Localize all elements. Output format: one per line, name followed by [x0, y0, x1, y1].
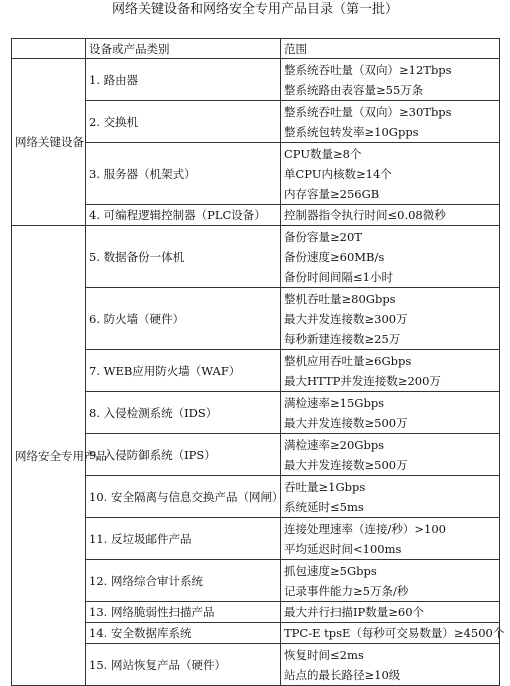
- scope-line: 系统延时≤5ms: [284, 499, 364, 514]
- scope-line: 整系统包转发率≥10Gpps: [284, 124, 419, 139]
- table-row: [12, 288, 500, 350]
- item-scope: [281, 392, 500, 434]
- table-row: [12, 350, 500, 392]
- scope-line: 整机应用吞吐量≥6Gbps: [284, 353, 412, 368]
- scope-line: 满检速率≥20Gbps: [284, 437, 385, 452]
- item-name: 3. 服务器（机架式）: [86, 143, 281, 205]
- scope-line: 整系统吞吐量（双向）≥30Tbps: [284, 104, 452, 119]
- scope-line: 内存容量≥256GB: [284, 186, 380, 201]
- item-scope: [281, 350, 500, 392]
- item-scope: [281, 59, 500, 101]
- scope-line: 备份容量≥20T: [284, 229, 362, 244]
- item-scope: [281, 644, 500, 686]
- item-scope: [281, 602, 500, 623]
- table-row: [12, 602, 500, 623]
- scope-line: 整系统路由表容量≥55万条: [284, 82, 424, 97]
- item-name: 2. 交换机: [86, 101, 281, 143]
- table-row: [12, 476, 500, 518]
- scope-line: 最大HTTP并发连接数≥200万: [284, 373, 441, 388]
- table-row: [12, 59, 500, 101]
- item-scope: [281, 434, 500, 476]
- table-row: [12, 623, 500, 644]
- item-scope: [281, 205, 500, 226]
- scope-line: 记录事件能力≥5万条/秒: [284, 583, 409, 598]
- group-security-products: 网络安全专用产品: [12, 226, 86, 686]
- scope-line: 最大并发连接数≥500万: [284, 415, 408, 430]
- scope-line: 最大并行扫描IP数量≥60个: [284, 605, 425, 619]
- header-category: 设备或产品类别: [86, 39, 281, 59]
- page-title: 网络关键设备和网络安全专用产品目录（第一批）: [111, 2, 398, 17]
- item-name: 6. 防火墙（硬件）: [86, 288, 281, 350]
- scope-line: 控制器指令执行时间≤0.08微秒: [284, 208, 446, 222]
- table-row: [12, 205, 500, 226]
- item-scope: [281, 623, 505, 644]
- item-name: 9. 入侵防御系统（IPS）: [86, 434, 281, 476]
- item-name: 12. 网络综合审计系统: [86, 560, 281, 602]
- item-scope: [281, 288, 500, 350]
- item-name: 13. 网络脆弱性扫描产品: [86, 602, 281, 623]
- item-scope: [281, 143, 500, 205]
- scope-line: 最大并发连接数≥300万: [284, 311, 408, 326]
- scope-line: 平均延迟时间<100ms: [284, 541, 402, 556]
- header-row: [12, 39, 500, 59]
- scope-line: 单CPU内核数≥14个: [284, 166, 392, 181]
- header-blank-cell: [12, 39, 86, 59]
- item-name: 8. 入侵检测系统（IDS）: [86, 392, 281, 434]
- scope-line: 抓包速度≥5Gbps: [284, 563, 377, 578]
- item-name: 14. 安全数据库系统: [86, 623, 281, 644]
- item-scope: [281, 476, 500, 518]
- item-name: 1. 路由器: [86, 59, 281, 101]
- table-row: [12, 101, 500, 143]
- scope-line: CPU数量≥8个: [284, 146, 362, 161]
- scope-line: 整机吞吐量≥80Gbps: [284, 291, 396, 306]
- scope-line: 吞吐量≥1Gbps: [284, 479, 366, 494]
- scope-line: 满检速率≥15Gbps: [284, 395, 385, 410]
- table-row: [12, 392, 500, 434]
- item-name: 4. 可编程逻辑控制器（PLC设备）: [86, 205, 281, 226]
- item-scope: [281, 518, 500, 560]
- table-row: [12, 518, 500, 560]
- item-name: 5. 数据备份一体机: [86, 226, 281, 288]
- scope-line: 恢复时间≤2ms: [284, 647, 364, 662]
- scope-line: TPC-E tpsE（每秒可交易数量）≥4500个: [284, 626, 505, 640]
- item-scope: [281, 101, 500, 143]
- scope-line: 站点的最长路径≥10级: [284, 667, 401, 682]
- scope-line: 整系统吞吐量（双向）≥12Tbps: [284, 62, 452, 77]
- item-name: 10. 安全隔离与信息交换产品（网闸）: [86, 476, 281, 518]
- item-scope: [281, 226, 500, 288]
- item-name: 15. 网站恢复产品（硬件）: [86, 644, 281, 686]
- table-row: [12, 644, 500, 686]
- item-name: 7. WEB应用防火墙（WAF）: [86, 350, 281, 392]
- scope-line: 备份时间间隔≤1小时: [284, 269, 393, 284]
- table-row: [12, 560, 500, 602]
- table-row: [12, 226, 500, 288]
- item-name: 11. 反垃圾邮件产品: [86, 518, 281, 560]
- group-key-equipment: 网络关键设备: [12, 59, 86, 226]
- scope-line: 最大并发连接数≥500万: [284, 457, 408, 472]
- table-row: [12, 143, 500, 205]
- scope-line: 连接处理速率（连接/秒）>100: [284, 521, 446, 536]
- scope-line: 备份速度≥60MB/s: [284, 249, 385, 264]
- catalog-table: [11, 38, 505, 686]
- item-scope: [281, 560, 500, 602]
- scope-line: 每秒新建连接数≥25万: [284, 331, 401, 346]
- header-scope: 范围: [281, 39, 500, 59]
